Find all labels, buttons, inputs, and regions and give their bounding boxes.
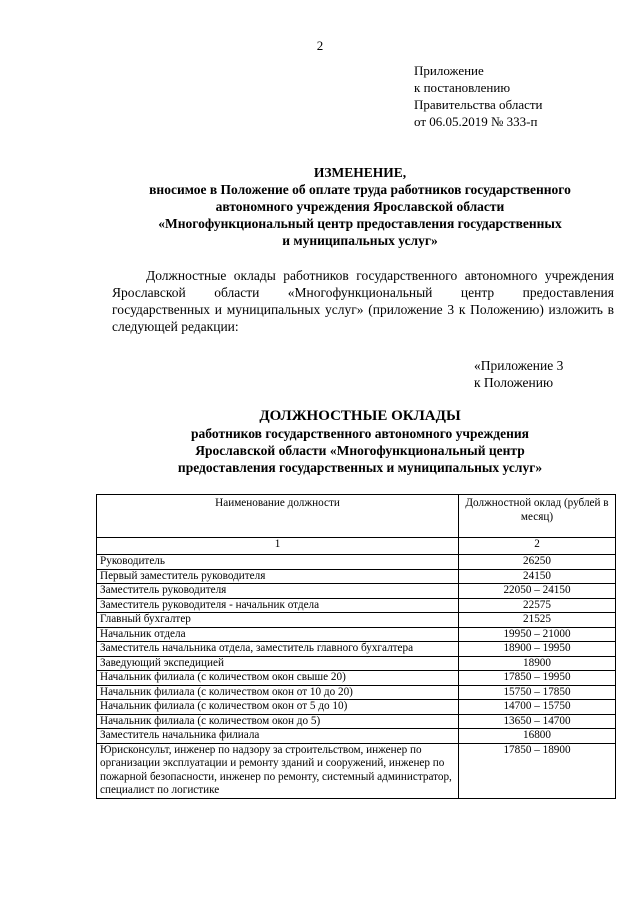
appendix-line: к постановлению bbox=[414, 80, 511, 95]
salary-cell: 24150 bbox=[459, 569, 616, 584]
table-header-row bbox=[97, 495, 616, 538]
appendix-line: Правительства области bbox=[414, 97, 543, 112]
table-row bbox=[97, 671, 616, 686]
title-line: ИЗМЕНЕНИЕ, bbox=[313, 165, 407, 180]
table-row bbox=[97, 627, 616, 642]
salary-cell: 14700 – 15750 bbox=[459, 700, 616, 715]
position-cell: Заместитель руководителя bbox=[97, 584, 459, 599]
table-row bbox=[97, 598, 616, 613]
appendix-line: от 06.05.2019 № 333-п bbox=[414, 114, 538, 129]
appendix-note bbox=[414, 62, 543, 130]
title-line: вносимое в Положение об оплате труда работников государственного bbox=[149, 182, 571, 197]
intro-paragraph: Должностные оклады работников государственного автономного учреждения Ярославской области «Многофункциональный центр предоставления государственных и муниципальных услуг» (приложение 3 к Положению) изложить в следующей редакции: bbox=[112, 268, 614, 334]
table-title-line: предоставления государственных и муниципальных услуг» bbox=[177, 460, 543, 475]
position-cell: Юрисконсульт, инженер по надзору за строительством, инженер по организации эксплуатации и ремонту зданий и сооружений, инженер по пожарной безопасности, инженер по ремонту, системный администратор, специалист по логистике bbox=[97, 743, 459, 798]
table-row bbox=[97, 555, 616, 570]
salary-cell: 22575 bbox=[459, 598, 616, 613]
column-number-row bbox=[97, 538, 616, 555]
position-cell: Начальник филиала (с количеством окон свыше 20) bbox=[97, 671, 459, 686]
table-row bbox=[97, 685, 616, 700]
salary-cell: 19950 – 21000 bbox=[459, 627, 616, 642]
table-title-line: ДОЛЖНОСТНЫЕ ОКЛАДЫ bbox=[259, 408, 461, 424]
table-row bbox=[97, 569, 616, 584]
table-row bbox=[97, 584, 616, 599]
column-number: 1 bbox=[97, 538, 459, 555]
position-cell: Первый заместитель руководителя bbox=[97, 569, 459, 584]
page-number: 2 bbox=[316, 38, 324, 53]
table-row bbox=[97, 743, 616, 798]
position-cell: Руководитель bbox=[97, 555, 459, 570]
position-cell: Начальник отдела bbox=[97, 627, 459, 642]
appendix-3-line: к Положению bbox=[474, 375, 554, 390]
table-row bbox=[97, 642, 616, 657]
table-row bbox=[97, 613, 616, 628]
position-cell: Заведующий экспедицией bbox=[97, 656, 459, 671]
position-cell: Заместитель начальника филиала bbox=[97, 729, 459, 744]
appendix-3-line: «Приложение 3 bbox=[474, 358, 564, 373]
table-title-line: работников государственного автономного учреждения bbox=[191, 426, 529, 441]
table-row bbox=[97, 729, 616, 744]
table-row bbox=[97, 656, 616, 671]
title-line: и муниципальных услуг» bbox=[282, 233, 438, 248]
header-position: Наименование должности bbox=[97, 495, 459, 538]
title-line: «Многофункциональный центр предоставления государственных bbox=[158, 216, 562, 231]
salary-cell: 17850 – 18900 bbox=[459, 743, 616, 798]
table-row bbox=[97, 700, 616, 715]
column-number: 2 bbox=[459, 538, 616, 555]
position-cell: Заместитель начальника отдела, заместитель главного бухгалтера bbox=[97, 642, 459, 657]
header-salary: Должностной оклад (рублей в месяц) bbox=[459, 495, 616, 538]
salary-cell: 16800 bbox=[459, 729, 616, 744]
appendix-line: Приложение bbox=[414, 63, 484, 78]
appendix-3-note bbox=[474, 357, 563, 391]
position-cell: Начальник филиала (с количеством окон от 5 до 10) bbox=[97, 700, 459, 715]
salary-cell: 22050 – 24150 bbox=[459, 584, 616, 599]
table-title bbox=[90, 408, 630, 476]
salary-cell: 13650 – 14700 bbox=[459, 714, 616, 729]
position-cell: Главный бухгалтер bbox=[97, 613, 459, 628]
table-title-line: Ярославской области «Многофункциональный центр bbox=[195, 443, 525, 458]
salary-cell: 18900 – 19950 bbox=[459, 642, 616, 657]
title-line: автономного учреждения Ярославской области bbox=[215, 199, 505, 214]
table-row bbox=[97, 714, 616, 729]
salary-cell: 26250 bbox=[459, 555, 616, 570]
salary-table bbox=[96, 494, 616, 799]
salary-cell: 17850 – 19950 bbox=[459, 671, 616, 686]
document-title bbox=[90, 164, 630, 249]
salary-cell: 21525 bbox=[459, 613, 616, 628]
salary-cell: 15750 – 17850 bbox=[459, 685, 616, 700]
position-cell: Заместитель руководителя - начальник отдела bbox=[97, 598, 459, 613]
salary-cell: 18900 bbox=[459, 656, 616, 671]
position-cell: Начальник филиала (с количеством окон до 5) bbox=[97, 714, 459, 729]
position-cell: Начальник филиала (с количеством окон от 10 до 20) bbox=[97, 685, 459, 700]
